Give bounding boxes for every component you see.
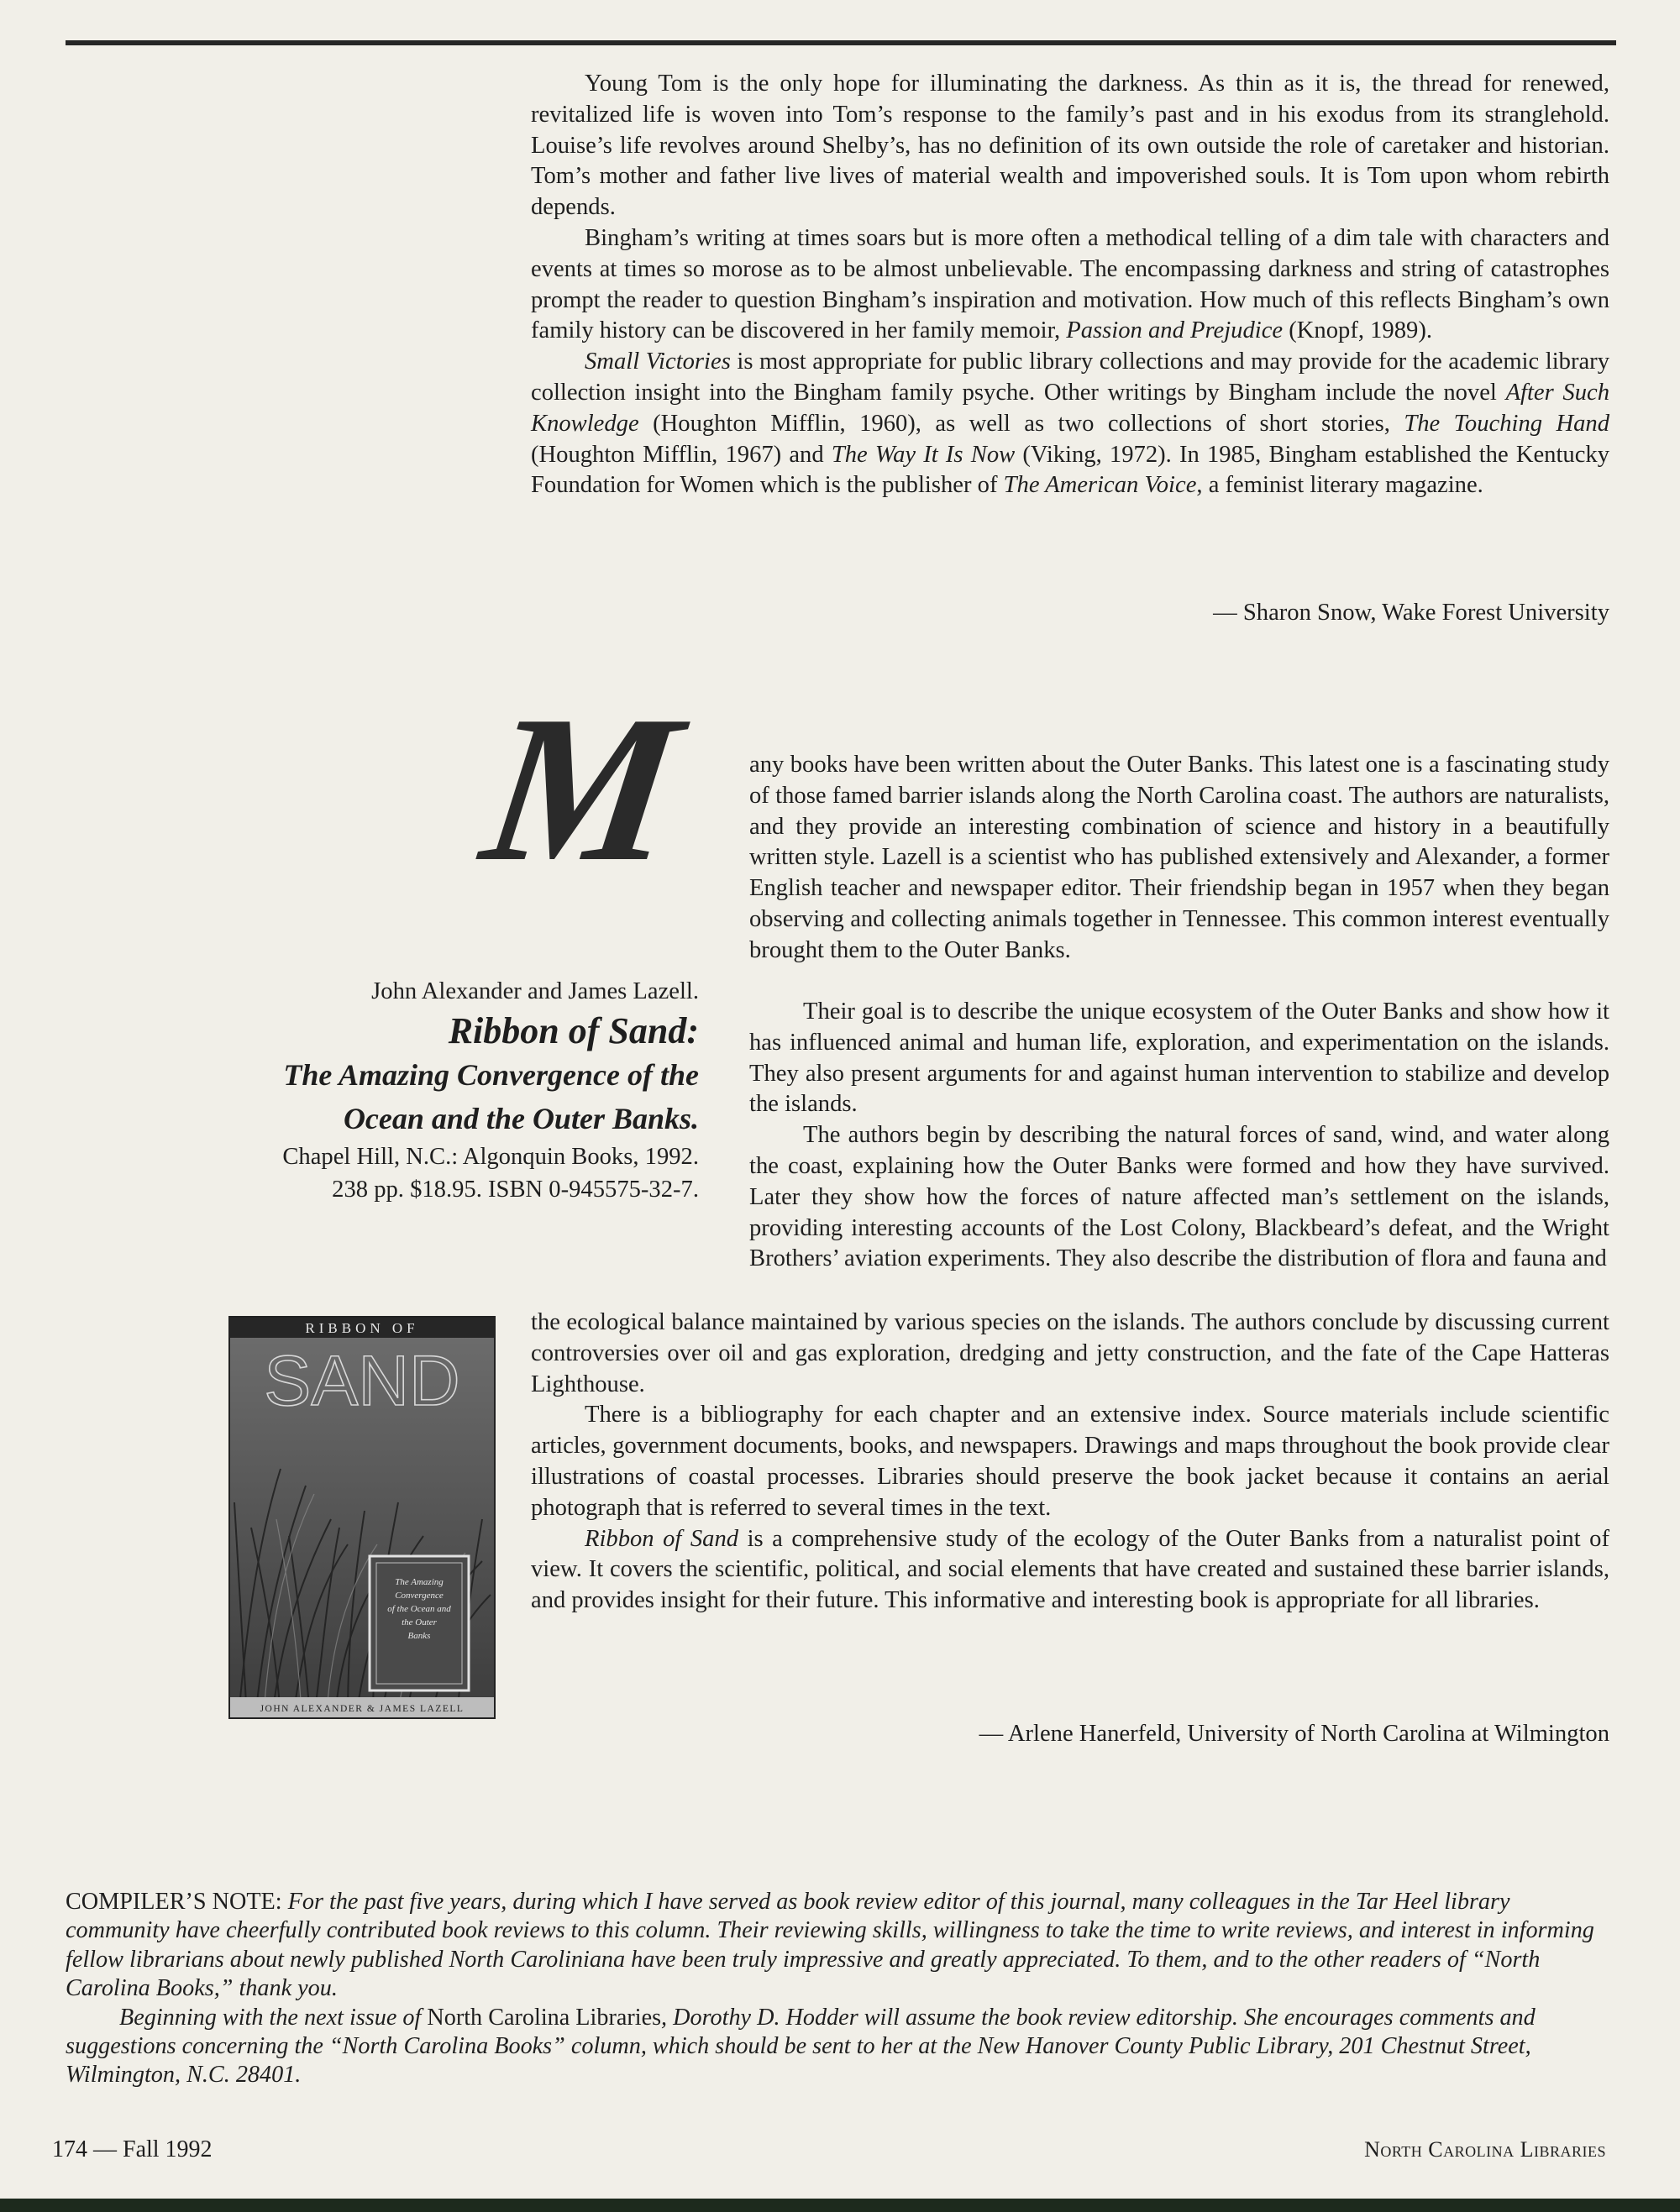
magazine-title-the-american-voice: The American Voice bbox=[1003, 472, 1197, 499]
book-title-the-way-it-is-now: The Way It Is Now bbox=[831, 441, 1016, 468]
top-rule bbox=[66, 40, 1616, 45]
upper-review-paragraph-3: Small Victories is most appropriate for public library collections and may provide for the academic library collection insight into the Bingham family psyche. Other writings by Bingham include the novel After Such Knowledge (Houghton Mifflin, 1960), as well as two collections of short stories, The Touching Hand (Houghton Mifflin, 1967) and The Way It Is Now (Viking, 1972). In 1985, Bingham established the Kentucky Foundation for Women which is the publisher of The American Voice, a feminist literary magazine. bbox=[531, 349, 1610, 499]
cover-inset-line-1: The Amazing bbox=[395, 1577, 444, 1587]
lower-review-middle bbox=[749, 997, 1609, 1275]
lower-review-paragraph-3-start: The authors begin by describing the natural forces of sand, wind, and water along the coast, explaining how the Outer Banks were formed and how they have survived. Later they show how the forces of nature affected man’s settlement on the islands, providing interesting accounts of the Lost Colony, Blackbeard’s defeat, and the Wright Brothers’ aviation experiments. They also describe the distribution of flora and fauna and bbox=[749, 1122, 1609, 1272]
citation-details: 238 pp. $18.95. ISBN 0-945575-32-7. bbox=[332, 1176, 699, 1203]
book-title-after-such-knowledge: After Such Knowledge bbox=[531, 379, 1610, 437]
book-cover-artwork bbox=[230, 1318, 494, 1717]
book-title-ribbon-of-sand: Ribbon of Sand bbox=[585, 1525, 739, 1552]
compiler-note-label: COMPILER’S NOTE: bbox=[66, 1889, 282, 1915]
book-cover-image bbox=[228, 1316, 496, 1719]
book-title-passion-and-prejudice: Passion and Prejudice bbox=[1066, 317, 1284, 344]
compiler-note-paragraph-2: Beginning with the next issue of North Carolina Libraries, Dorothy D. Hodder will assume the book review editorship. She encourages comments and suggestions concerning the “North Carolina Books” column, which should be sent to her at the New Hanover County Public Library, 201 Chestnut Street, Wilmington, N.C. 28401. bbox=[66, 2004, 1536, 2089]
upper-review-paragraph-2: Bingham’s writing at times soars but is more often a methodical telling of a dim tale with characters and events at times so morose as to be almost unbelievable. The encompassing darkness and string of catastrophes prompt the reader to question Bingham’s inspiration and motivation. How much of this reflects Bingham’s own family history can be discovered in her family memoir, Passion and Prejudice (Knopf, 1989). bbox=[531, 224, 1609, 344]
cover-inset-line-3: of the Ocean and bbox=[387, 1604, 451, 1614]
lower-review-paragraph-3-end: the ecological balance maintained by various species on the islands. The authors conclude by discussing current controversies over oil and gas exploration, dredging and jetty construction, and the fate of the Cape Hatteras Lighthouse. bbox=[531, 1309, 1609, 1397]
lower-review-paragraph-5: Ribbon of Sand is a comprehensive study of the ecology of the Outer Banks from a naturalist point of view. It covers the scientific, political, and social elements that have created and sustained these barrier islands, and provides insight for their future. This informative and interesting book is appropriate for all libraries. bbox=[531, 1525, 1609, 1614]
upper-review-paragraph-1: Young Tom is the only hope for illuminating the darkness. As thin as it is, the thread for renewed, revitalized life is woven into Tom’s response to the family’s past and in his exodus from its stranglehold. Louise’s life revolves around Shelby’s, has no definition of its own outside the role of caretaker and historian. Tom’s mother and father live lives of material wealth and impoverished souls. It is Tom upon whom rebirth depends. bbox=[531, 71, 1609, 221]
book-title-the-touching-hand: The Touching Hand bbox=[1404, 410, 1610, 437]
journal-title: North Carolina Libraries bbox=[427, 2004, 662, 2031]
lower-review-paragraph-4: There is a bibliography for each chapter and an extensive index. Source materials include scientific articles, government documents, books, and newspapers. Drawings and maps throughout the book provide clear illustrations of coastal processes. Libraries should preserve the book jacket because it contains an aerial photograph that is referred to several times in the text. bbox=[531, 1402, 1609, 1521]
scan-bottom-edge bbox=[0, 2199, 1680, 2212]
lower-review-opening bbox=[749, 750, 1609, 967]
citation-authors: John Alexander and James Lazell. bbox=[371, 978, 699, 1004]
cover-inset-line-4: the Outer bbox=[402, 1617, 437, 1628]
citation-subtitle-line-1: The Amazing Convergence of the bbox=[283, 1058, 699, 1092]
compiler-note bbox=[66, 1888, 1616, 2090]
dropcap-m bbox=[471, 673, 764, 905]
lower-review-paragraph-1: any books have been written about the Outer Banks. This latest one is a fascinating study of those famed barrier islands along the North Carolina coast. The authors are naturalists, and they provide an interesting combination of science and history in a beautifully written style. Lazell is a scientist who has published extensively and Alexander, a former English teacher and newspaper editor. Their friendship began in 1957 when they began observing and collecting animals together in Tennessee. This common interest eventually brought them to the Outer Banks. bbox=[749, 752, 1609, 963]
cover-inset-line-5: Banks bbox=[407, 1631, 431, 1641]
cover-big-text: SAND bbox=[264, 1341, 460, 1420]
dropcap-letter-graphic bbox=[471, 673, 764, 905]
journal-name-footer: North Carolina Libraries bbox=[1364, 2137, 1606, 2162]
cover-top-text: RIBBON OF bbox=[305, 1320, 419, 1336]
dropcap-letter: M bbox=[471, 673, 692, 905]
citation-publisher: Chapel Hill, N.C.: Algonquin Books, 1992. bbox=[282, 1144, 699, 1170]
cover-bottom-text: JOHN ALEXANDER & JAMES LAZELL bbox=[260, 1704, 465, 1714]
book-title-small-victories: Small Victories bbox=[585, 349, 731, 375]
lower-review-continuation bbox=[531, 1308, 1609, 1617]
upper-review-body bbox=[531, 69, 1609, 501]
citation-subtitle-line-2: Ocean and the Outer Banks. bbox=[343, 1102, 699, 1135]
compiler-note-paragraph-1: COMPILER’S NOTE: For the past five years, during which I have served as book review editor of this journal, many colleagues in the Tar Heel library community have cheerfully contributed book reviews to this column. Their reviewing skills, willingness to take the time to write reviews, and interest in informing fellow librarians about newly published North Caroliniana have been truly impressive and greatly appreciated. To them, and to the other readers of “North Carolina Books,” thank you. bbox=[66, 1889, 1594, 2002]
upper-review-attribution: — Sharon Snow, Wake Forest University bbox=[1213, 600, 1609, 626]
book-citation bbox=[134, 976, 699, 1206]
lower-review-attribution: — Arlene Hanerfeld, University of North Carolina at Wilmington bbox=[979, 1721, 1609, 1747]
lower-review-paragraph-2: Their goal is to describe the unique ecosystem of the Outer Banks and show how it has influenced animal and human life, exploration, and experimentation on the islands. They also present arguments for and against human intervention to stabilize and develop the islands. bbox=[749, 999, 1609, 1118]
cover-inset-line-2: Convergence bbox=[395, 1591, 444, 1601]
page-number-footer: 174 — Fall 1992 bbox=[52, 2136, 213, 2162]
citation-title: Ribbon of Sand: bbox=[448, 1010, 699, 1051]
